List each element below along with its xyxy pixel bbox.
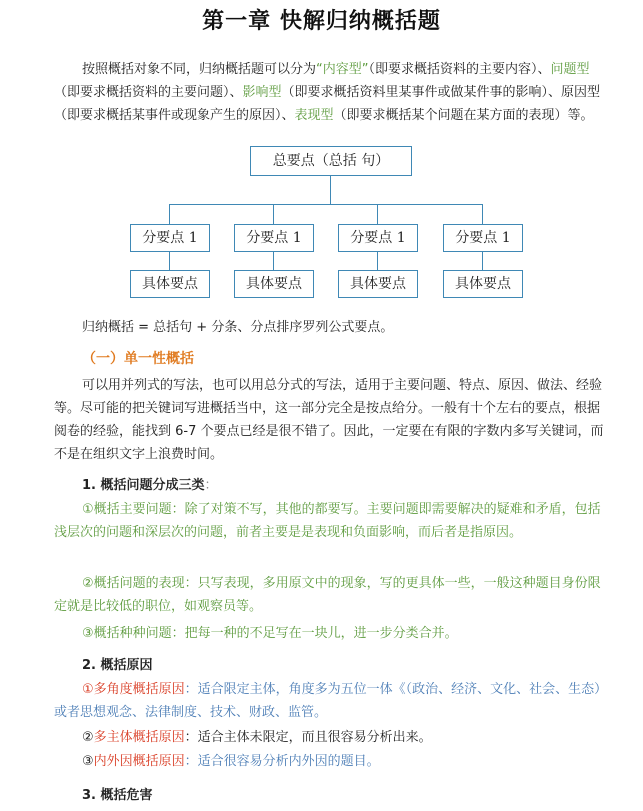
- section-heading: （一）单一性概括: [82, 351, 194, 367]
- cause-number: ②: [82, 730, 94, 745]
- section-body: 可以用并列式的写法，也可以用总分式的写法，适用于主要问题、特点、原因、做法、经验等。尽可能的把关键词写进概括当中，这一部分完全是按点给分。一般有十个左右的要点，根据阅卷的经验，能找到 6-7 个要点已经是很不错了。因此，一定要在有限的字数内多写关键词，而不是在组织文字上浪费时间。: [54, 378, 604, 462]
- cause-text: ：适合很容易分析内外因的题目。: [184, 754, 380, 769]
- diagram-connector: [482, 204, 483, 224]
- cause-number: ①: [82, 682, 94, 697]
- cause-item: [54, 750, 610, 773]
- diagram-detail-box: 具体要点: [234, 270, 314, 298]
- diagram-connector: [273, 252, 274, 270]
- type-impact: 影响型: [242, 85, 282, 100]
- formula-line: 归纳概括 = 总括句 + 分条、分点排序罗列公式要点。: [82, 320, 394, 335]
- diagram-subpoint-box: 分要点 1: [234, 224, 314, 252]
- intro-text-3: （即要求概括资料的主要问题）、: [54, 85, 243, 100]
- diagram-detail-box: 具体要点: [130, 270, 210, 298]
- diagram-detail-box: 具体要点: [338, 270, 418, 298]
- diagram-subpoint-box: 分要点 1: [443, 224, 523, 252]
- type-manifestation: 表现型: [294, 108, 334, 123]
- type-content: “内容型”: [316, 62, 369, 77]
- cause-item: [54, 678, 610, 724]
- cause-text: ：适合主体未限定，而且很容易分析出来。: [184, 730, 432, 745]
- diagram-root-box: 总要点（总括 句）: [250, 146, 412, 176]
- page-title: 第一章 快解归纳概括题: [202, 9, 441, 34]
- diagram-connector: [169, 204, 170, 224]
- intro-text-5: （即要求概括某个问题在某方面的表现）等。: [333, 108, 594, 123]
- problem-type-item: ②概括问题的表现：只写表现，多用原文中的现象，写的更具体一些，一般这种题目身份限定就是比较低的职位，如观察员等。: [54, 576, 601, 614]
- type-problem: 问题型: [550, 62, 590, 77]
- diagram-connector: [482, 252, 483, 270]
- cause-label: 多主体概括原因: [93, 730, 185, 745]
- cause-number: ③: [82, 754, 94, 769]
- problem-type-item: ③概括种种问题：把每一种的不足写在一块儿，进一步分类合并。: [82, 626, 458, 641]
- diagram-connector: [377, 204, 378, 224]
- diagram-subpoint-box: 分要点 1: [338, 224, 418, 252]
- diagram-detail-box: 具体要点: [443, 270, 523, 298]
- subsection-heading: 3. 概括危害: [82, 788, 153, 803]
- cause-item: [54, 726, 610, 749]
- subsection-heading-text: 1. 概括问题分成三类: [82, 478, 205, 493]
- intro-paragraph: [54, 58, 610, 127]
- diagram-connector: [169, 204, 482, 205]
- diagram-connector: [169, 252, 170, 270]
- heading-colon: ：: [204, 478, 218, 493]
- diagram-connector: [273, 204, 274, 224]
- problem-type-item: ①概括主要问题：除了对策不写，其他的都要写。主要问题即需要解决的疑难和矛盾，包括浅层次的问题和深层次的问题，前者主要是是表现和负面影响，而后者是指原因。: [54, 502, 601, 540]
- intro-text-1: 按照概括对象不同，归纳概括题可以分为: [82, 62, 317, 77]
- subsection-heading: [82, 474, 218, 493]
- cause-label: 内外因概括原因: [93, 754, 185, 769]
- diagram-subpoint-box: 分要点 1: [130, 224, 210, 252]
- intro-text-2: （即要求概括资料的主要内容）、: [368, 62, 551, 77]
- cause-label: 多角度概括原因: [93, 682, 185, 697]
- intro-text-4: （即要求概括资料里某事件或做某件事的影响）、原因型（即要求概括某事件或现象产生的原因）、: [54, 85, 601, 123]
- diagram-connector: [377, 252, 378, 270]
- cause-text: ：适合限定主体，角度多为五位一体《（政治、经济、文化、社会、生态）或者思想观念、法律制度、技术、财政、监管。: [54, 682, 608, 720]
- diagram-connector: [330, 176, 331, 204]
- subsection-heading: 2. 概括原因: [82, 658, 153, 673]
